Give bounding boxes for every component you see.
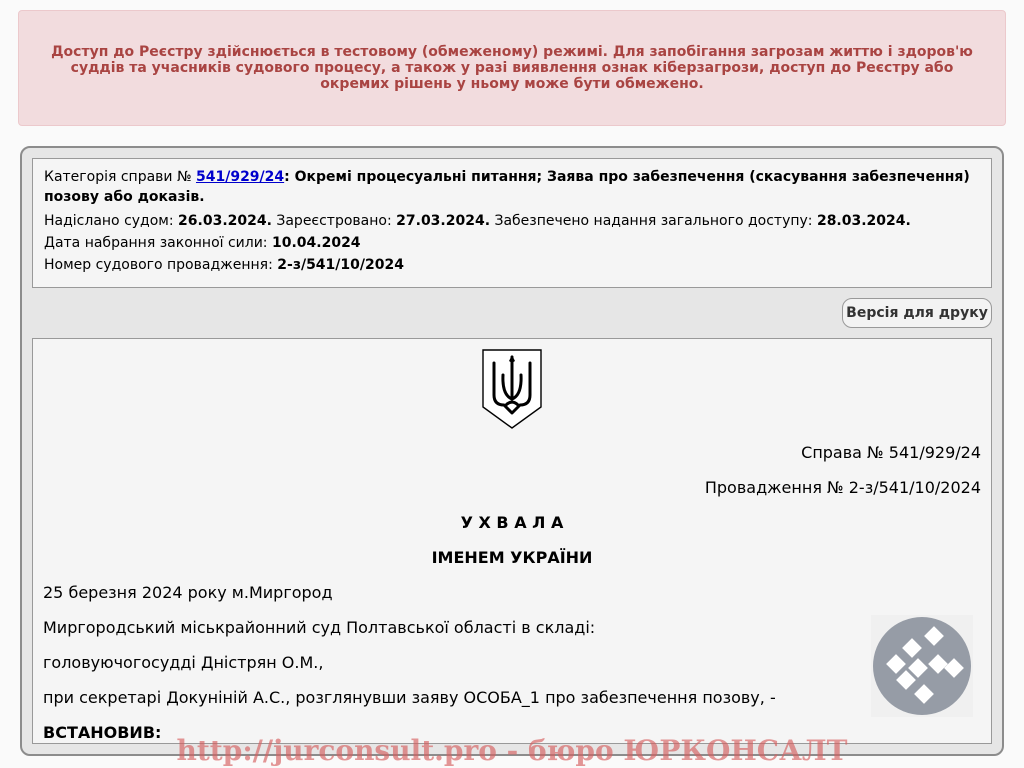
- date-place-line: 25 березня 2024 року м.Миргород: [43, 583, 333, 602]
- court-line: Миргородський міськрайонний суд Полтавської області в складі:: [43, 618, 596, 637]
- category-prefix: Категорія справи №: [44, 169, 196, 185]
- proceeding-number-line: Провадження № 2-з/541/10/2024: [704, 478, 981, 497]
- puzzle-logo-icon: [871, 615, 973, 717]
- ukraine-trident-icon: [481, 349, 543, 429]
- registered-date: 27.03.2024.: [396, 213, 491, 229]
- print-version-button[interactable]: Версія для друку: [842, 298, 992, 328]
- decision-subtitle: ІМЕНЕМ УКРАЇНИ: [431, 548, 593, 567]
- case-category-row: [44, 167, 980, 207]
- public-access-label: Забезпечено надання загального доступу:: [490, 213, 817, 229]
- proceeding-label: Номер судового провадження:: [44, 257, 278, 273]
- effective-date: 10.04.2024: [271, 235, 361, 251]
- established-heading: ВСТАНОВИВ:: [43, 723, 162, 742]
- registered-label: Зареєстровано:: [271, 213, 397, 229]
- public-access-date: 28.03.2024.: [816, 213, 911, 229]
- dates-row: [44, 210, 980, 232]
- sent-label: Надіслано судом:: [44, 213, 179, 229]
- jurconsult-watermark: http://jurconsult.pro - бюро ЮРКОНСАЛТ: [176, 734, 848, 767]
- judge-line: головуючогосудді Дністрян О.М.,: [43, 653, 324, 672]
- case-number-link[interactable]: 541/929/24: [195, 169, 285, 185]
- sent-date: 26.03.2024.: [178, 213, 272, 229]
- decision-document: [32, 338, 992, 744]
- secretary-line: при секретарі Докуніній А.С., розглянувши заяву ОСОБА_1 про забезпечення позову, -: [43, 688, 776, 707]
- category-text: : Окремі процесуальні питання; Заява про забезпечення (скасування забезпечення) позову або доказів.: [44, 169, 970, 205]
- proceeding-number: 2-з/541/10/2024: [277, 257, 404, 273]
- case-info-panel: [32, 158, 992, 288]
- effective-label: Дата набрання законної сили:: [44, 235, 272, 251]
- warning-banner: [18, 10, 1006, 126]
- proceeding-row: [44, 254, 980, 276]
- decision-frame: [20, 146, 1004, 756]
- warning-text: Доступ до Реєстру здійснюється в тестовому (обмеженому) режимі. Для запобігання загрозам життю і здоров'ю суддів та учасників судового процесу, а також у разі виявлення ознак кіберзагрози, доступ до Реєстру або окремих рішень у ньому може бути обмежено.: [51, 44, 973, 92]
- case-number-line: Справа № 541/929/24: [801, 443, 981, 462]
- effective-date-row: [44, 232, 980, 254]
- decision-title: У Х В А Л А: [460, 513, 564, 532]
